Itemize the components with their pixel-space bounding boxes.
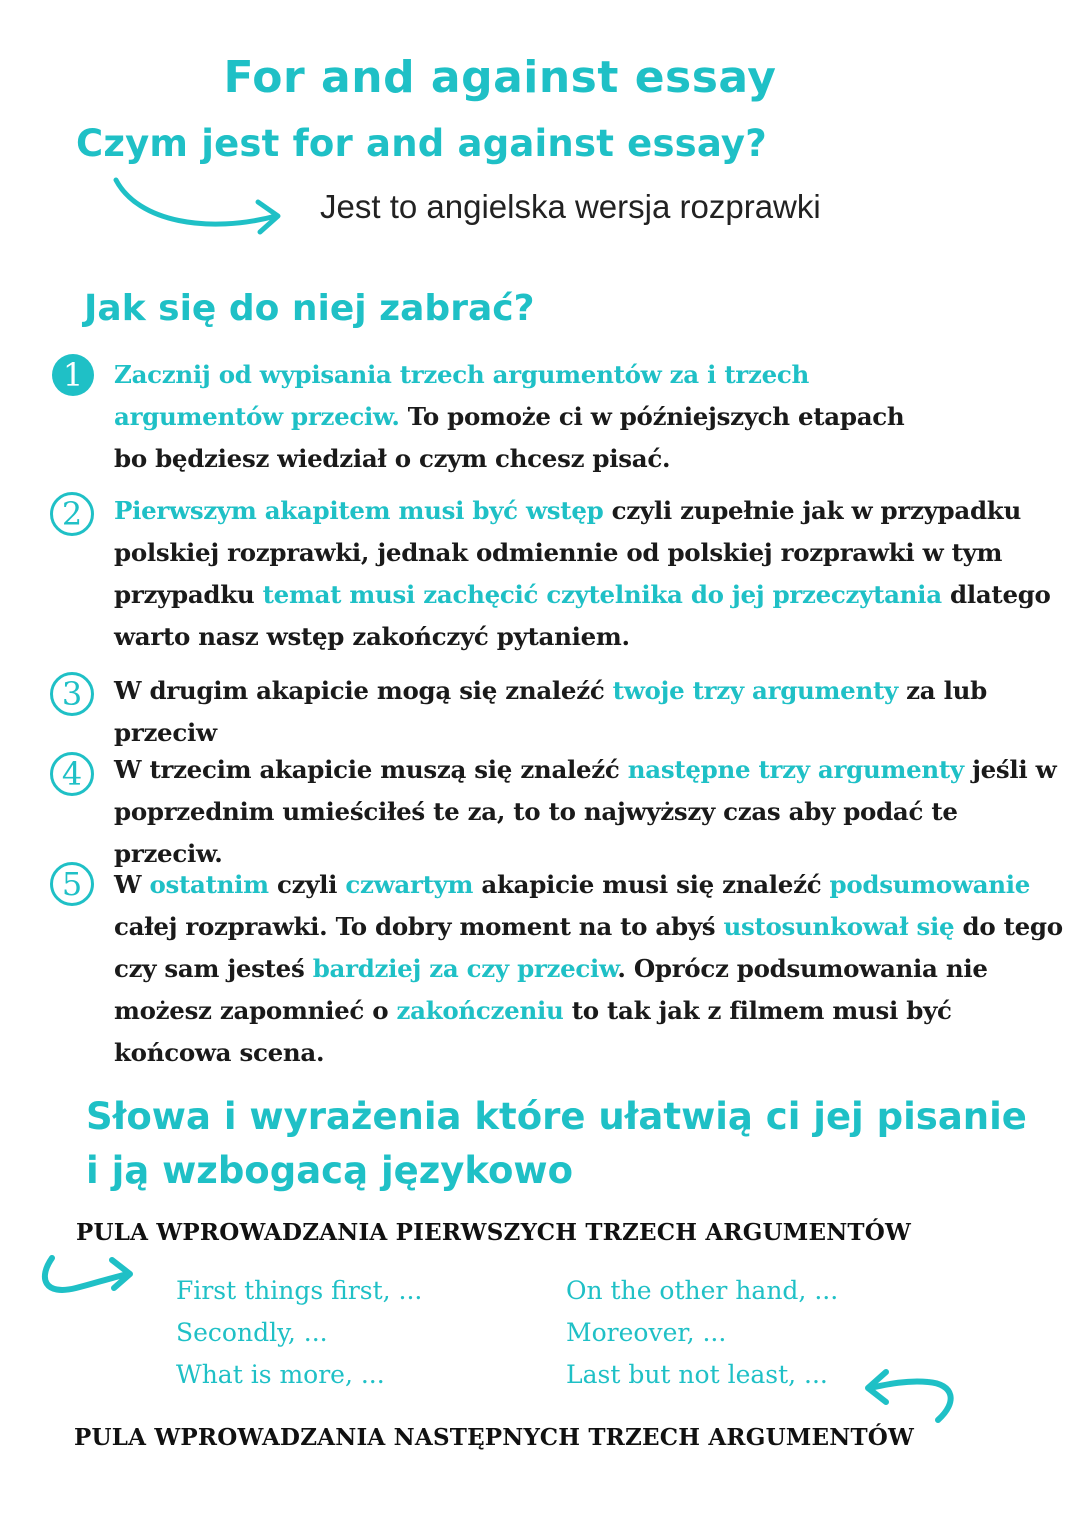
step-number-3: 3 [50,672,94,716]
step-text: dlatego warto nasz wstęp zakończyć pytaniem. [114,580,1051,651]
step-highlight-text: temat musi zachęcić czytelnika do jej przeczytania [262,580,942,609]
step-text: W trzecim akapicie muszą się znaleźć [114,755,628,784]
step-text: czyli [268,870,346,899]
step-text: W [114,870,150,899]
question-heading: Czym jest for and against essay? [76,122,767,165]
how-heading: Jak się do niej zabrać? [84,288,535,329]
step-text: to tak jak z filmem musi być końcowa scena. [114,996,952,1067]
step-1-text [114,354,914,480]
curved-arrow-right-icon [36,1248,136,1308]
curved-arrow-left-icon [858,1362,962,1428]
phrase-right-2: Moreover, ... [566,1318,727,1347]
page-title: For and against essay [223,52,777,103]
curved-arrow-right-icon [108,172,288,252]
step-highlight-text: następne trzy argumenty [627,755,964,784]
step-text: czyli zupełnie jak w przypadku polskiej rozprawki, jednak odmiennie od polskiej rozprawki w tym przypadku [114,496,1021,609]
phrase-left-2: Secondly, ... [176,1318,328,1347]
step-number-5: 5 [50,862,94,906]
step-highlight-text: czwartym [345,870,474,899]
step-highlight-text: ostatnim [149,870,269,899]
phrase-left-1: First things first, ... [176,1276,423,1305]
step-4-text [114,749,1064,875]
step-text: całej rozprawki. To dobry moment na to abyś [114,912,724,941]
step-3-text [114,670,1074,754]
pool-next-label: PULA WPROWADZANIA NASTĘPNYCH TRZECH ARGUMENTÓW [74,1424,915,1451]
step-5-text [114,864,1064,1074]
step-text: . Oprócz podsumowania nie możesz zapomnieć o [114,954,988,1025]
step-highlight-text: Zacznij od wypisania trzech argumentów za i trzech argumentów przeciw. [114,360,809,431]
step-highlight-text: bardziej za czy przeciw [312,954,618,983]
step-text: W drugim akapicie mogą się znaleźć [114,676,613,705]
step-highlight-text: ustosunkował się [723,912,955,941]
step-2-text [114,490,1074,658]
phrase-left-3: What is more, ... [176,1360,385,1389]
answer-text: Jest to angielska wersja rozprawki [320,188,821,225]
step-highlight-text: twoje trzy argumenty [612,676,898,705]
pool-first-label: PULA WPROWADZANIA PIERWSZYCH TRZECH ARGUMENTÓW [76,1219,911,1246]
step-number-2: 2 [50,492,94,536]
step-highlight-text: Pierwszym akapitem musi być wstęp [114,496,604,525]
step-number-4: 4 [50,752,94,796]
step-text: jeśli w poprzednim umieściłeś te za, to to najwyższy czas aby podać te przeciw. [114,755,1057,868]
phrase-right-3: Last but not least, ... [566,1360,828,1389]
step-text: To pomoże ci w późniejszych etapach bo będziesz wiedział o czym chcesz pisać. [114,402,905,473]
step-highlight-text: zakończeniu [396,996,564,1025]
step-number-1: 1 [52,354,94,396]
phrase-right-1: On the other hand, ... [566,1276,839,1305]
phrases-heading: Słowa i wyrażenia które ułatwią ci jej pisanie i ją wzbogacą językowo [86,1095,1027,1192]
step-text: akapicie musi się znaleźć [473,870,830,899]
step-highlight-text: podsumowanie [829,870,1031,899]
step-text: do tego czy sam jesteś [114,912,1063,983]
step-text: za lub przeciw [114,676,987,747]
